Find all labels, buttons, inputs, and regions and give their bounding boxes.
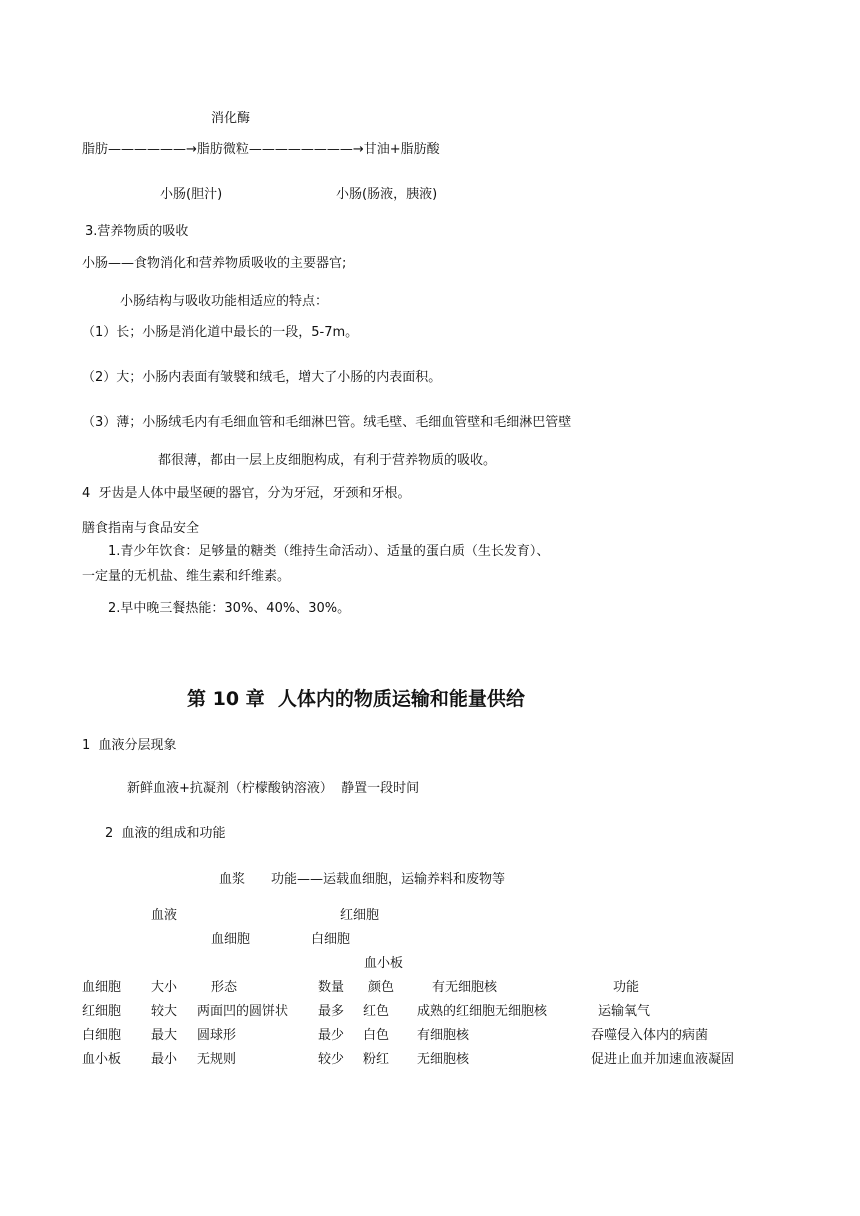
table-cell-size: 较大	[151, 1004, 178, 1019]
fat-digestion-chain: 脂肪——————→脂肪微粒————————→甘油+脂肪酸	[82, 142, 440, 157]
table-cell-function: 运输氧气	[598, 1004, 651, 1019]
absorption-feature-thin-cont: 都很薄，都由一层上皮细胞构成，有利于营养物质的吸收。	[158, 453, 497, 468]
blood-composition-heading: 2 血液的组成和功能	[105, 826, 226, 841]
table-cell-nucleus: 有细胞核	[417, 1028, 470, 1043]
digestion-site-juices: 小肠(肠液，胰液)	[336, 187, 438, 202]
table-header-function: 功能	[613, 980, 640, 995]
table-cell-size: 最小	[151, 1052, 178, 1067]
table-header-count: 数量	[318, 980, 345, 995]
table-cell-size: 最大	[151, 1028, 178, 1043]
enzyme-label: 消化酶	[211, 111, 251, 126]
absorption-feature-thin: （3）薄；小肠绒毛内有毛细血管和毛细淋巴管。绒毛壁、毛细血管壁和毛细淋巴管壁	[82, 415, 572, 430]
plasma-function: 功能——运载血细胞，运输养料和废物等	[271, 872, 506, 887]
table-header-size: 大小	[151, 980, 178, 995]
diet-item-1-cont: 一定量的无机盐、维生素和纤维素。	[82, 569, 291, 584]
table-cell-nucleus: 无细胞核	[417, 1052, 470, 1067]
table-header-color: 颜色	[368, 980, 395, 995]
diet-item-2: 2.早中晚三餐热能：30%、40%、30%。	[108, 601, 351, 616]
diet-item-1: 1.青少年饮食：足够量的糖类（维持生命活动）、适量的蛋白质（生长发育）、	[108, 544, 550, 559]
digestion-site-bile: 小肠(胆汁)	[160, 187, 223, 202]
blood-cells-label: 血细胞	[211, 932, 251, 947]
absorption-feature-large: （2）大；小肠内表面有皱襞和绒毛，增大了小肠的内表面积。	[82, 370, 442, 385]
table-cell-count: 最多	[318, 1004, 345, 1019]
platelet-label: 血小板	[364, 956, 404, 971]
absorption-features-intro: 小肠结构与吸收功能相适应的特点：	[120, 294, 329, 309]
table-cell-type: 白细胞	[82, 1028, 122, 1043]
table-cell-type: 红细胞	[82, 1004, 122, 1019]
table-header-shape: 形态	[211, 980, 238, 995]
table-cell-function: 吞噬侵入体内的病菌	[591, 1028, 709, 1043]
teeth-line: 4 牙齿是人体中最坚硬的器官，分为牙冠，牙颈和牙根。	[82, 486, 411, 501]
wbc-label: 白细胞	[311, 932, 351, 947]
rbc-label: 红细胞	[340, 908, 380, 923]
table-header-nucleus: 有无细胞核	[432, 980, 498, 995]
table-cell-count: 较少	[318, 1052, 345, 1067]
plasma-label: 血浆	[219, 872, 246, 887]
table-cell-count: 最少	[318, 1028, 345, 1043]
table-cell-shape: 无规则	[197, 1052, 237, 1067]
absorption-organ-line: 小肠——食物消化和营养物质吸收的主要器官;	[82, 256, 347, 271]
chapter-title: 第 10 章 人体内的物质运输和能量供给	[187, 688, 525, 710]
table-cell-nucleus: 成熟的红细胞无细胞核	[417, 1004, 548, 1019]
blood-layering-desc: 新鲜血液+抗凝剂（柠檬酸钠溶液） 静置一段时间	[127, 781, 420, 796]
absorption-feature-long: （1）长；小肠是消化道中最长的一段，5-7m。	[82, 325, 359, 340]
blood-layering-heading: 1 血液分层现象	[82, 738, 177, 753]
table-cell-shape: 圆球形	[197, 1028, 237, 1043]
table-cell-color: 白色	[363, 1028, 390, 1043]
table-cell-shape: 两面凹的圆饼状	[197, 1004, 289, 1019]
table-cell-color: 粉红	[363, 1052, 390, 1067]
table-cell-color: 红色	[363, 1004, 390, 1019]
blood-label: 血液	[151, 908, 178, 923]
diet-heading: 膳食指南与食品安全	[82, 521, 200, 536]
table-cell-type: 血小板	[82, 1052, 122, 1067]
absorption-heading: 3.营养物质的吸收	[85, 224, 189, 239]
table-cell-function: 促进止血并加速血液凝固	[591, 1052, 735, 1067]
table-header-cell: 血细胞	[82, 980, 122, 995]
